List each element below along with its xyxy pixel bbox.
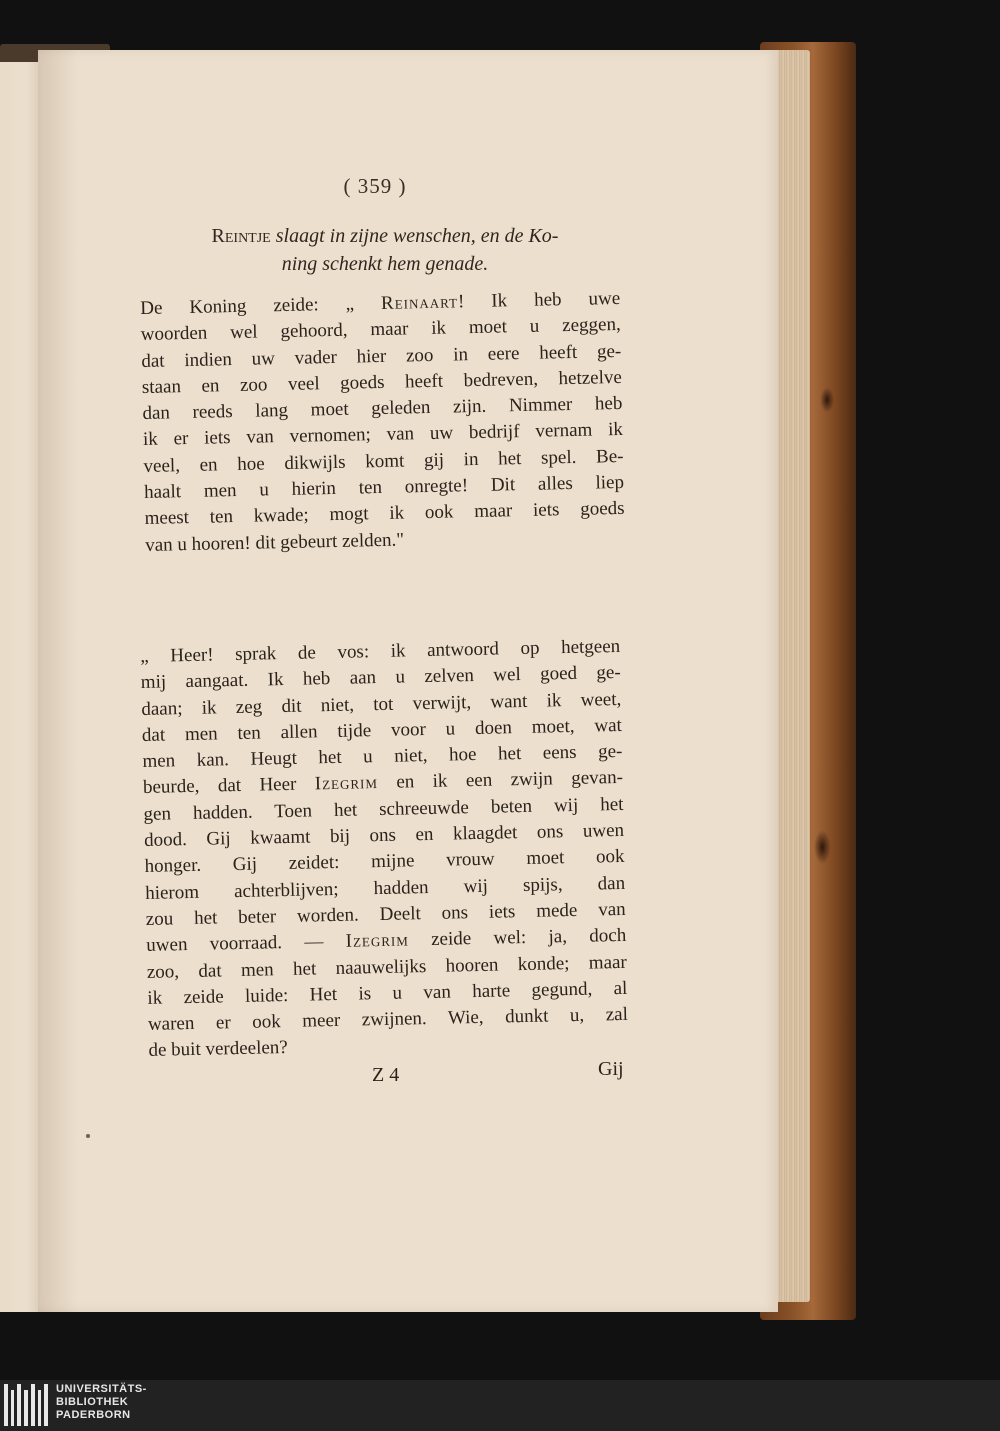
text-segment: mij aangaat. Ik heb aan u zelven wel goed ge- xyxy=(140,662,621,694)
text-segment: en ik een zwijn gevan- xyxy=(377,767,624,794)
text-segment: ik zeide luide: Het is u van harte gegund, al xyxy=(147,977,628,1009)
text-segment: daan; ik zeg dit niet, tot verwijt, want ik weet, xyxy=(141,688,622,720)
library-name xyxy=(56,1383,147,1422)
text-segment: de buit verdeelen? xyxy=(148,1037,288,1062)
library-name-line3: PADERBORN xyxy=(56,1409,131,1421)
text-segment: haalt men u hierin ten onregte! Dit alles liep xyxy=(143,471,625,504)
text-segment: meest ten kwade; mogt ik ook maar iets goeds xyxy=(144,498,625,530)
text-segment: ! Ik heb uwe xyxy=(457,287,621,313)
text-segment: „ Heer! sprak de vos: ik antwoord op hetgeen xyxy=(140,635,621,667)
heading-name: Reintje xyxy=(211,225,271,247)
text-segment: zou het beter worden. Deelt ons iets mede van xyxy=(145,898,626,930)
text-segment: honger. Gij zeidet: mijne vrouw moet ook xyxy=(144,846,625,878)
university-library-logo-icon xyxy=(4,1384,48,1426)
library-name-line2: BIBLIOTHEK xyxy=(56,1396,129,1408)
text-segment: zeide wel: ja, doch xyxy=(408,925,627,951)
signature-mark: Z 4 xyxy=(372,1064,400,1086)
heading-rest-line1: slaagt in zijne wenschen, en de Ko- xyxy=(275,225,559,247)
text-segment: van u hooren! dit gebeurt zelden." xyxy=(144,529,405,556)
chapter-heading xyxy=(150,222,620,278)
character-name: Izegrim xyxy=(345,929,410,953)
text-segment: woorden wel gehoord, maar ik moet u zeggen, xyxy=(140,314,621,346)
library-name-line1: UNIVERSITÄTS- xyxy=(56,1383,147,1395)
text-segment: hierom achterblijven; hadden wij spijs, dan xyxy=(144,872,626,904)
footer-bar xyxy=(0,1380,1000,1431)
text-segment: dan reeds lang moet geleden zijn. Nimmer heb xyxy=(142,393,623,425)
text-segment: De Koning zeide: „ xyxy=(140,292,382,319)
paragraph-2 xyxy=(140,634,629,1065)
text-segment: dat indien uw vader hier zoo in eere heeft ge- xyxy=(141,340,622,372)
text-segment: zoo, dat men het naauwelijks hooren konde; maar xyxy=(146,951,627,983)
text-segment: men kan. Heugt het u niet, hoe het eens ge- xyxy=(142,741,623,773)
text-segment: dat men ten allen tijde voor u doen moet, wat xyxy=(141,714,623,746)
text-segment: ik er iets van vernomen; van uw bedrijf vernam ik xyxy=(142,419,624,451)
text-segment: veel, en hoe dikwijls komt gij in het spel. Be- xyxy=(143,445,624,477)
text-segment: uwen voorraad. — xyxy=(146,931,346,957)
text-segment: dood. Gij kwaamt bij ons en klaagdet ons uwen xyxy=(143,819,625,852)
text-segment: waren er ook meer zwijnen. Wie, dunkt u, zal xyxy=(147,1004,629,1036)
heading-rest-line2: ning schenkt hem genade. xyxy=(281,253,489,275)
paragraph-1 xyxy=(140,286,625,559)
character-name: Izegrim xyxy=(314,772,379,795)
page-number: ( 359 ) xyxy=(343,174,407,198)
character-name: Reinaart xyxy=(380,291,459,314)
text-segment: beurde, dat Heer xyxy=(142,773,316,799)
text-segment: staan en zoo veel goeds heeft bedreven, hetzelve xyxy=(141,366,623,398)
ink-speck xyxy=(86,1134,90,1138)
text-segment: gen hadden. Toen het schreeuwde beten wij het xyxy=(143,793,624,825)
catchword: Gij xyxy=(598,1058,624,1080)
